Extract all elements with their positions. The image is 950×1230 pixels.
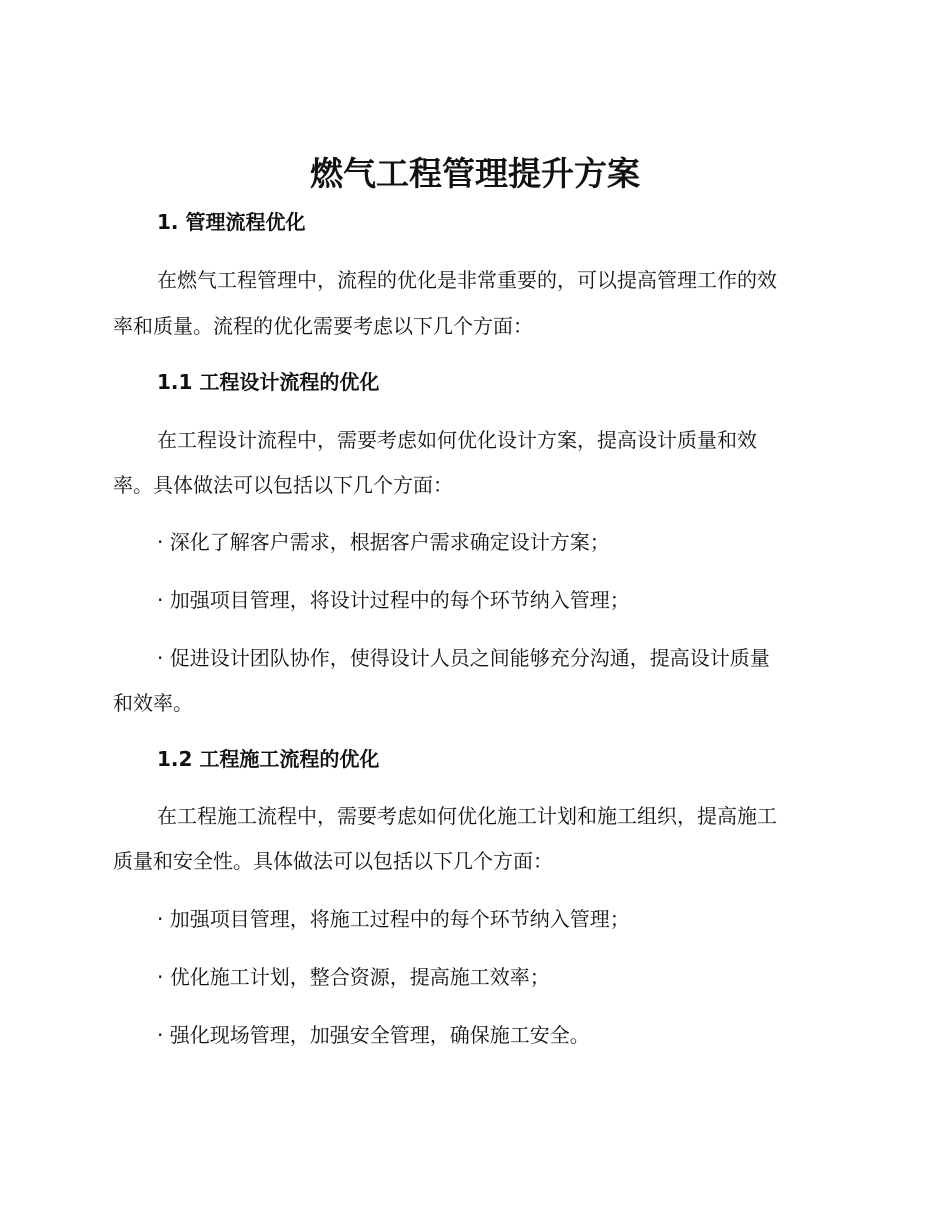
bullet-item: · 强化现场管理，加强安全管理，确保施工安全。	[157, 1023, 590, 1047]
paragraph-line: 质量和安全性。具体做法可以包括以下几个方面：	[113, 849, 553, 873]
document-title: 燃气工程管理提升方案	[310, 154, 640, 193]
subsection-heading: 1.2 工程施工流程的优化	[157, 747, 380, 771]
bullet-item: · 优化施工计划，整合资源，提高施工效率；	[157, 965, 550, 989]
bullet-item: · 促进设计团队协作，使得设计人员之间能够充分沟通，提高设计质量	[157, 646, 770, 670]
section-heading: 1. 管理流程优化	[157, 210, 306, 234]
bullet-item: · 加强项目管理，将施工过程中的每个环节纳入管理；	[157, 907, 630, 931]
paragraph-line: 在工程设计流程中，需要考虑如何优化设计方案，提高设计质量和效	[157, 428, 757, 452]
paragraph-line: 在工程施工流程中，需要考虑如何优化施工计划和施工组织，提高施工	[157, 804, 777, 828]
bullet-item: · 深化了解客户需求，根据客户需求确定设计方案；	[157, 530, 610, 554]
paragraph-line: 率和质量。流程的优化需要考虑以下几个方面：	[113, 314, 533, 338]
subsection-heading: 1.1 工程设计流程的优化	[157, 370, 380, 394]
paragraph-line: 在燃气工程管理中，流程的优化是非常重要的，可以提高管理工作的效	[157, 268, 777, 292]
bullet-item: · 加强项目管理，将设计过程中的每个环节纳入管理；	[157, 588, 630, 612]
bullet-item-continuation: 和效率。	[113, 691, 193, 715]
paragraph-line: 率。具体做法可以包括以下几个方面：	[113, 473, 453, 497]
